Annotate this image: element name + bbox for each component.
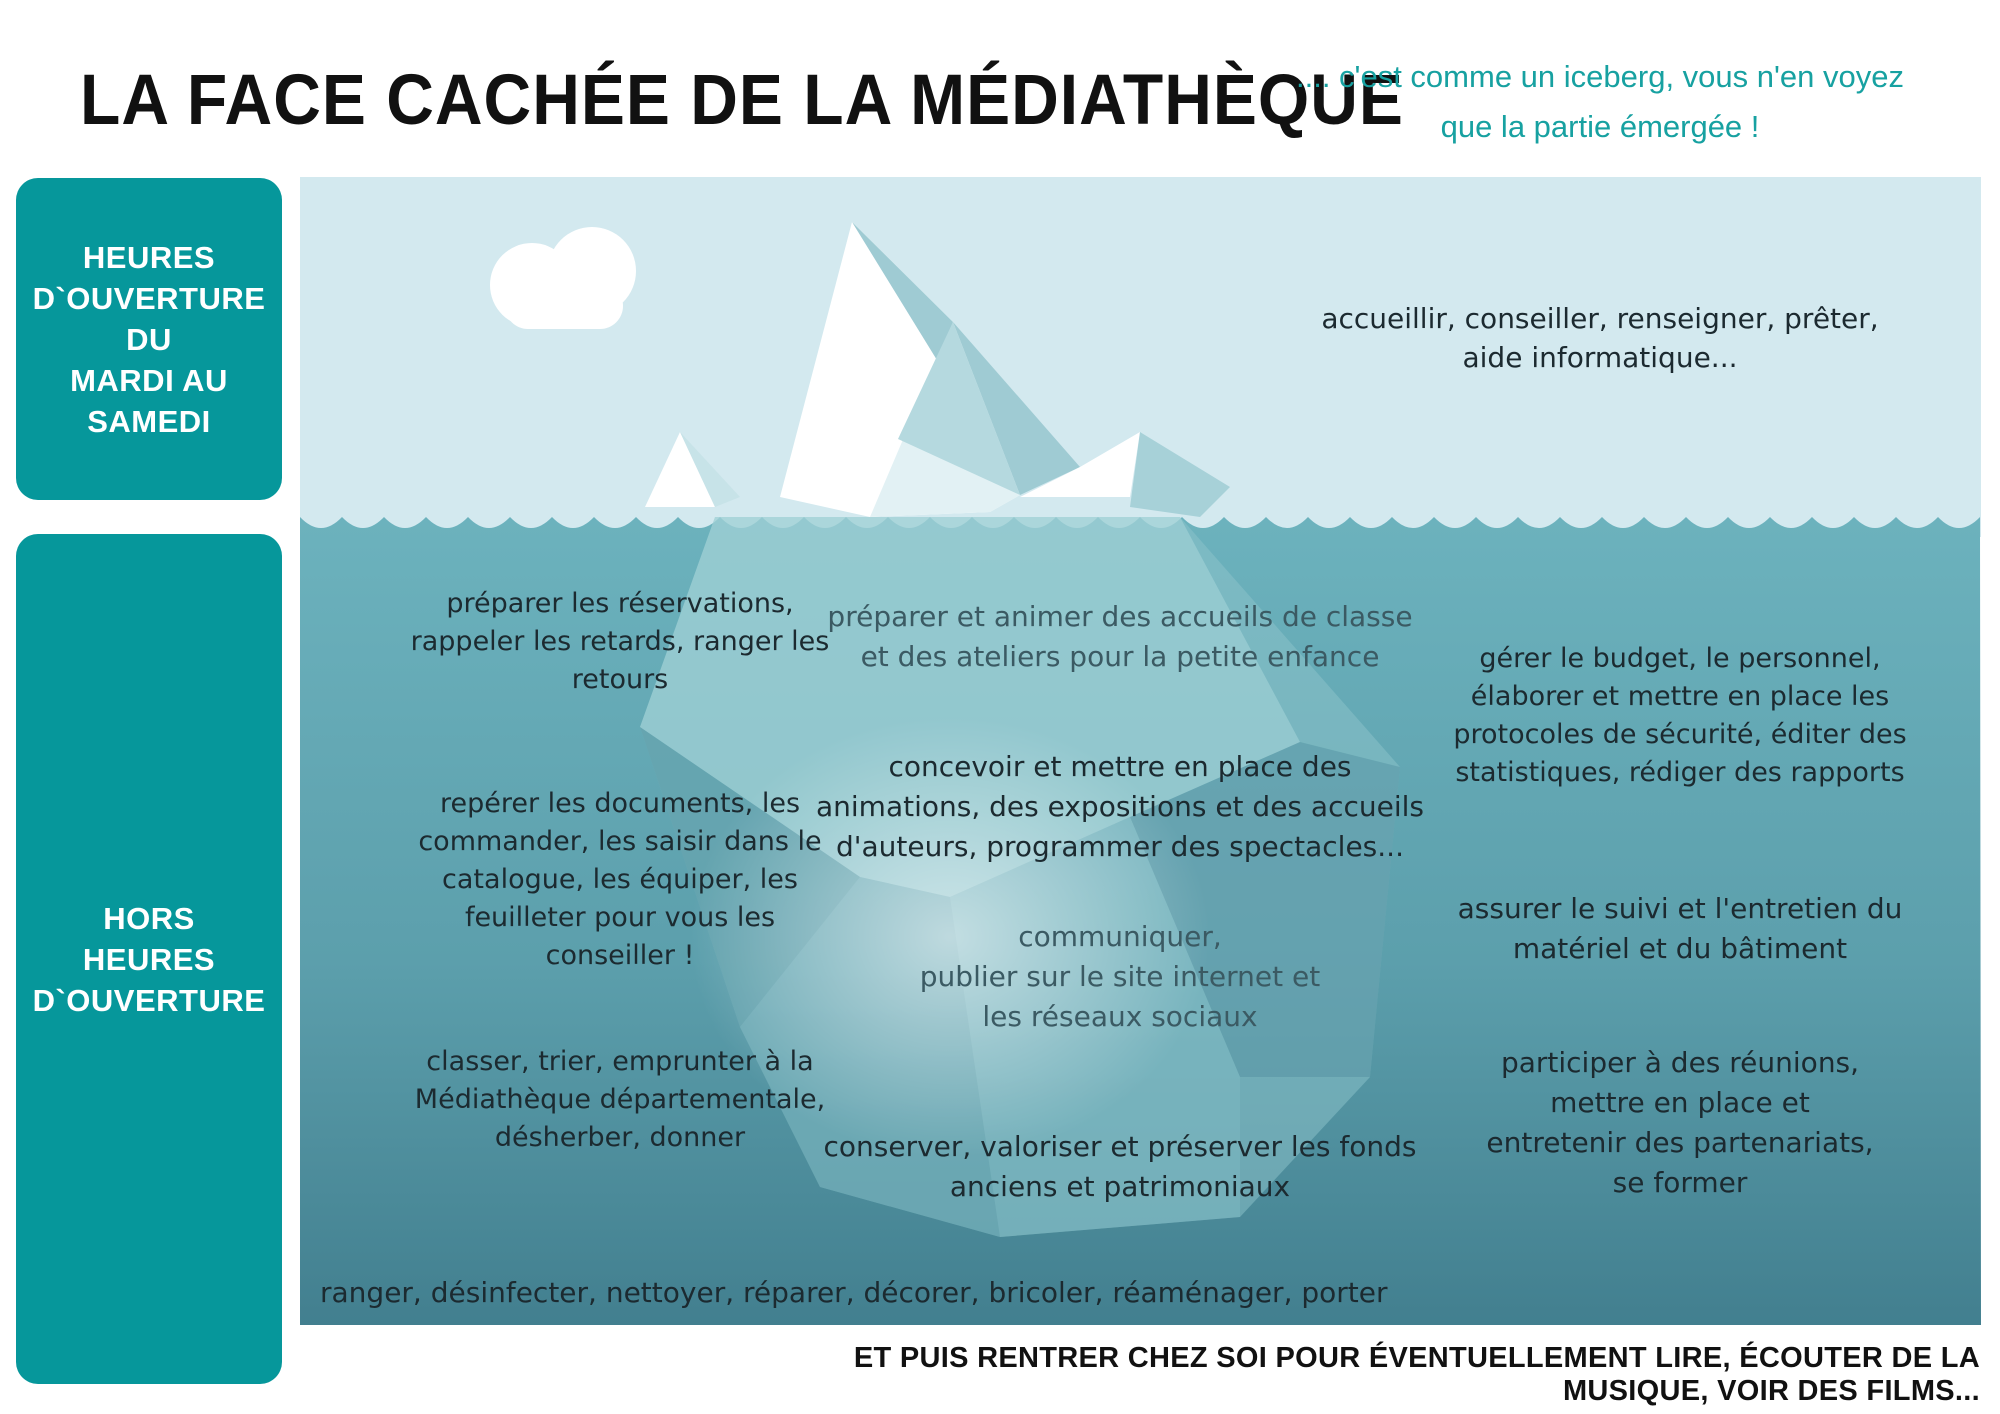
task-classify: classer, trier, emprunter à la Médiathèque départementale, désherber, donner [414, 1046, 826, 1153]
label-outside-hours [16, 534, 282, 1384]
subtitle: .... c'est comme un iceberg, vous n'en voyez que la partie émergée ! [1295, 59, 1904, 144]
task-reservations: préparer les réservations, rappeler les retards, ranger les retours [410, 588, 830, 695]
task-maintenance: assurer le suivi et l'entretien du matériel et du bâtiment [1457, 892, 1903, 965]
label-outside-hours-text: HORS HEURES D`OUVERTURE [32, 900, 266, 1018]
footer-note: ET PUIS RENTRER CHEZ SOI POUR ÉVENTUELLEMENT LIRE, ÉCOUTER DE LA MUSIQUE, VOIR DES FILMS... [853, 1342, 1980, 1407]
task-heritage: conserver, valoriser et préserver les fonds anciens et patrimoniaux [823, 1130, 1417, 1203]
task-documents: repérer les documents, les commander, les saisir dans le catalogue, les équiper, les feuilleter pour vous les conseiller ! [418, 788, 822, 971]
task-meetings: participer à des réunions, mettre en place et entretenir des partenariats, se former [1486, 1046, 1874, 1199]
page-title: LA FACE CACHÉE DE LA MÉDIATHÈQUE [80, 59, 1404, 139]
task-bottom: ranger, désinfecter, nettoyer, réparer, décorer, bricoler, réaménager, porter [320, 1276, 1388, 1309]
task-animations: concevoir et mettre en place des animations, des expositions et des accueils d'auteurs, programmer des spectacles... [816, 750, 1424, 863]
iceberg-scene [300, 177, 1981, 1325]
label-opening-hours-text: HEURES D`OUVERTURE DU MARDI AU SAMEDI [32, 239, 266, 439]
label-opening-hours [16, 178, 282, 500]
task-classes: préparer et animer des accueils de classe et des ateliers pour la petite enfance [827, 600, 1413, 673]
task-budget: gérer le budget, le personnel, élaborer et mettre en place les protocoles de sécurité, éditer des statistiques, rédiger des rapports [1453, 643, 1907, 788]
above-water-tasks: accueillir, conseiller, renseigner, prêter, aide informatique... [1321, 302, 1879, 374]
task-communicate: communiquer, publier sur le site internet et les réseaux sociaux [919, 920, 1321, 1033]
